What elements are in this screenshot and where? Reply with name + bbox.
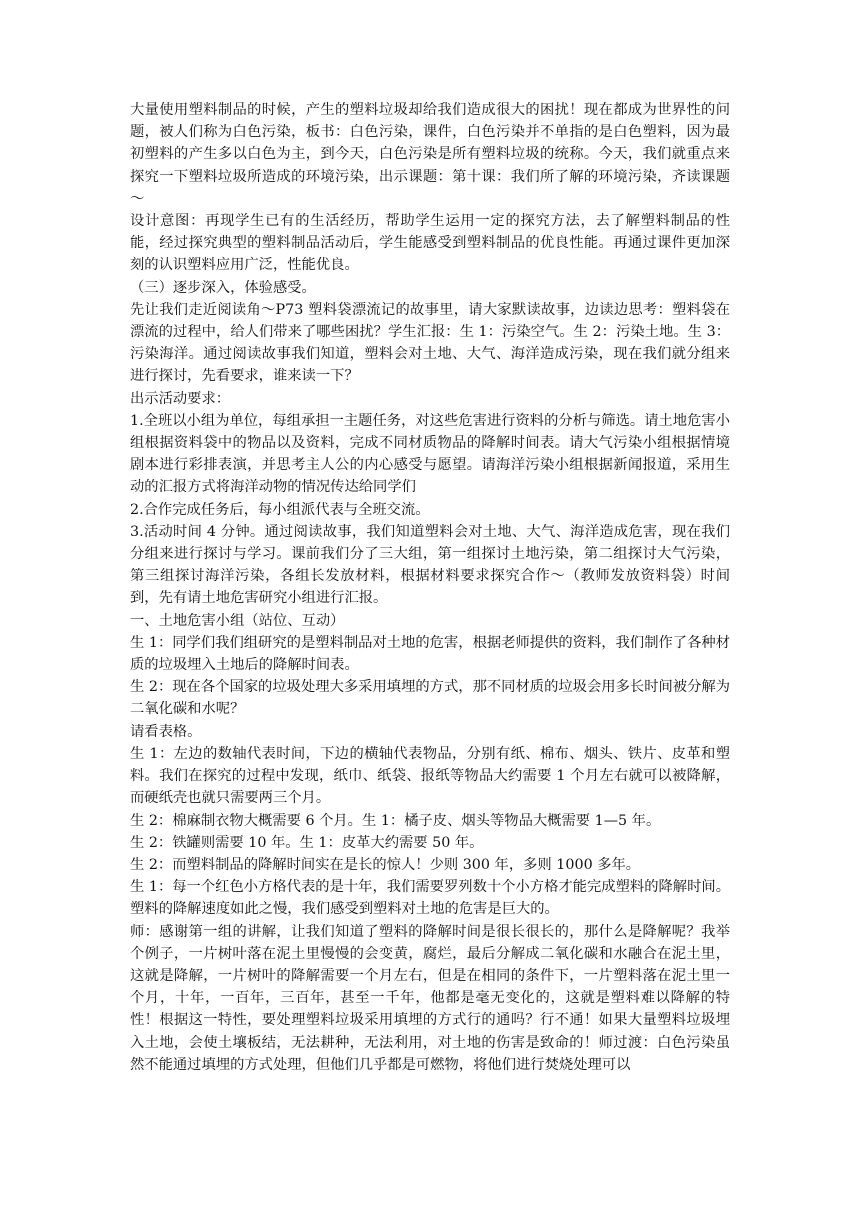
paragraph-intro: 大量使用塑料制品的时候，产生的塑料垃圾却给我们造成很大的困扰！现在都成为世界性的问题，被人们称为白色污染，板书：白色污染，课件，白色污染并不单指的是白色塑料，因为最初塑料的产生多以白色为主，到今天，白色污染是所有塑料垃圾的统称。今天，我们就重点来探究一下塑料垃圾所造成的环境污染，出示课题：第十课：我们所了解的环境污染，齐读课题～ [130,102,730,207]
paragraph-teacher-explanation: 师：感谢第一组的讲解，让我们知道了塑料的降解时间是很长很长的，那什么是降解呢？我举个例子，一片树叶落在泥土里慢慢的会变黄，腐烂，最后分解成二氧化碳和水融合在泥土里，这就是降解，一片树叶的降解需要一个月左右，但是在相同的条件下，一片塑料落在泥土里一个月，十年，一百年，三百年，甚至一千年，他都是毫无变化的，这就是塑料难以降解的特性！根据这一特性，要处理塑料垃圾采用填埋的方式行的通吗？行不通！如果大量塑料垃圾埋入土地，会使土壤板结，无法耕种，无法利用，对土地的伤害是致命的！师过渡：白色污染虽然不能通过填埋的方式处理，但他们几乎都是可燃物，将他们进行焚烧处理可以 [130,923,730,1073]
dialogue-line: 生 2：而塑料制品的降解时间实在是长的惊人！少则 300 年，多则 1000 多年。 [130,856,641,873]
paragraph-design-intent: 设计意图：再现学生已有的生活经历，帮助学生运用一定的探究方法，去了解塑料制品的性能，经过探究典型的塑料制品活动后，学生能感受到塑料制品的优良性能。再通过课件更加深刻的认识塑料应用广泛，性能优良。 [130,213,730,274]
dialogue-line: 生 2：铁罐则需要 10 年。生 1：皮革大约需要 50 年。 [130,834,484,851]
paragraph-activity-requirements-title: 出示活动要求： [130,390,231,407]
list-item-requirement-1: 1.全班以小组为单位，每组承担一主题任务，对这些危害进行资料的分析与筛选。请土地危害小组根据资料袋中的物品以及资料，完成不同材质物品的降解时间表。请大气污染小组根据情境剧本进行彩排表演，并思考主人公的内心感受与愿望。请海洋污染小组根据新闻报道，采用生动的汇报方式将海洋动物的情况传达给同学们 [130,412,730,496]
list-item-requirement-2: 2.合作完成任务后，每小组派代表与全班交流。 [130,501,430,518]
dialogue-line: 生 1：左边的数轴代表时间，下边的横轴代表物品，分别有纸、棉布、烟头、铁片、皮革和塑料。我们在探究的过程中发现，纸巾、纸袋、报纸等物品大约需要 1 个月左右就可以被降解，而硬纸壳也就只需要两三个月。 [130,745,730,807]
dialogue-line: 生 2：现在各个国家的垃圾处理大多采用填埋的方式，那不同材质的垃圾会用多长时间被分解为二氧化碳和水呢？ [130,679,730,718]
dialogue-line: 生 2：棉麻制衣物大概需要 6 个月。生 1：橘子皮、烟头等物品大概需要 1—5 年。 [130,812,661,829]
list-item-requirement-3: 3.活动时间 4 分钟。通过阅读故事，我们知道塑料会对土地、大气、海洋造成危害，现在我们分组来进行探讨与学习。课前我们分了三大组，第一组探讨土地污染，第二组探讨大气污染，第三组探讨海洋污染，各组长发放材料，根据材料要求探究合作～（教师发放资料袋）时间到，先有请土地危害研究小组进行汇报。 [130,523,730,607]
section-heading: （三）逐步深入，体验感受。 [130,279,316,296]
dialogue-line: 请看表格。 [130,723,202,740]
document-page [130,99,730,1076]
paragraph-reading-corner: 先让我们走近阅读角～P73 塑料袋漂流记的故事里，请大家默读故事，边读边思考：塑料袋在漂流的过程中，给人们带来了哪些困扰？学生汇报：生 1：污染空气。生 2：污染土地。生 3：污染海洋。通过阅读故事我们知道，塑料会对土地、大气、海洋造成污染，现在我们就分组来进行探讨，先看要求，谁来读一下？ [130,301,730,385]
dialogue-line: 生 1：每一个红色小方格代表的是十年，我们需要罗列数十个小方格才能完成塑料的降解时间。塑料的降解速度如此之慢，我们感受到塑料对土地的危害是巨大的。 [130,879,730,918]
dialogue-line: 生 1：同学们我们组研究的是塑料制品对土地的危害，根据老师提供的资料，我们制作了各种材质的垃圾埋入土地后的降解时间表。 [130,634,730,674]
subsection-heading-land: 一、土地危害小组（站位、互动） [130,612,345,629]
